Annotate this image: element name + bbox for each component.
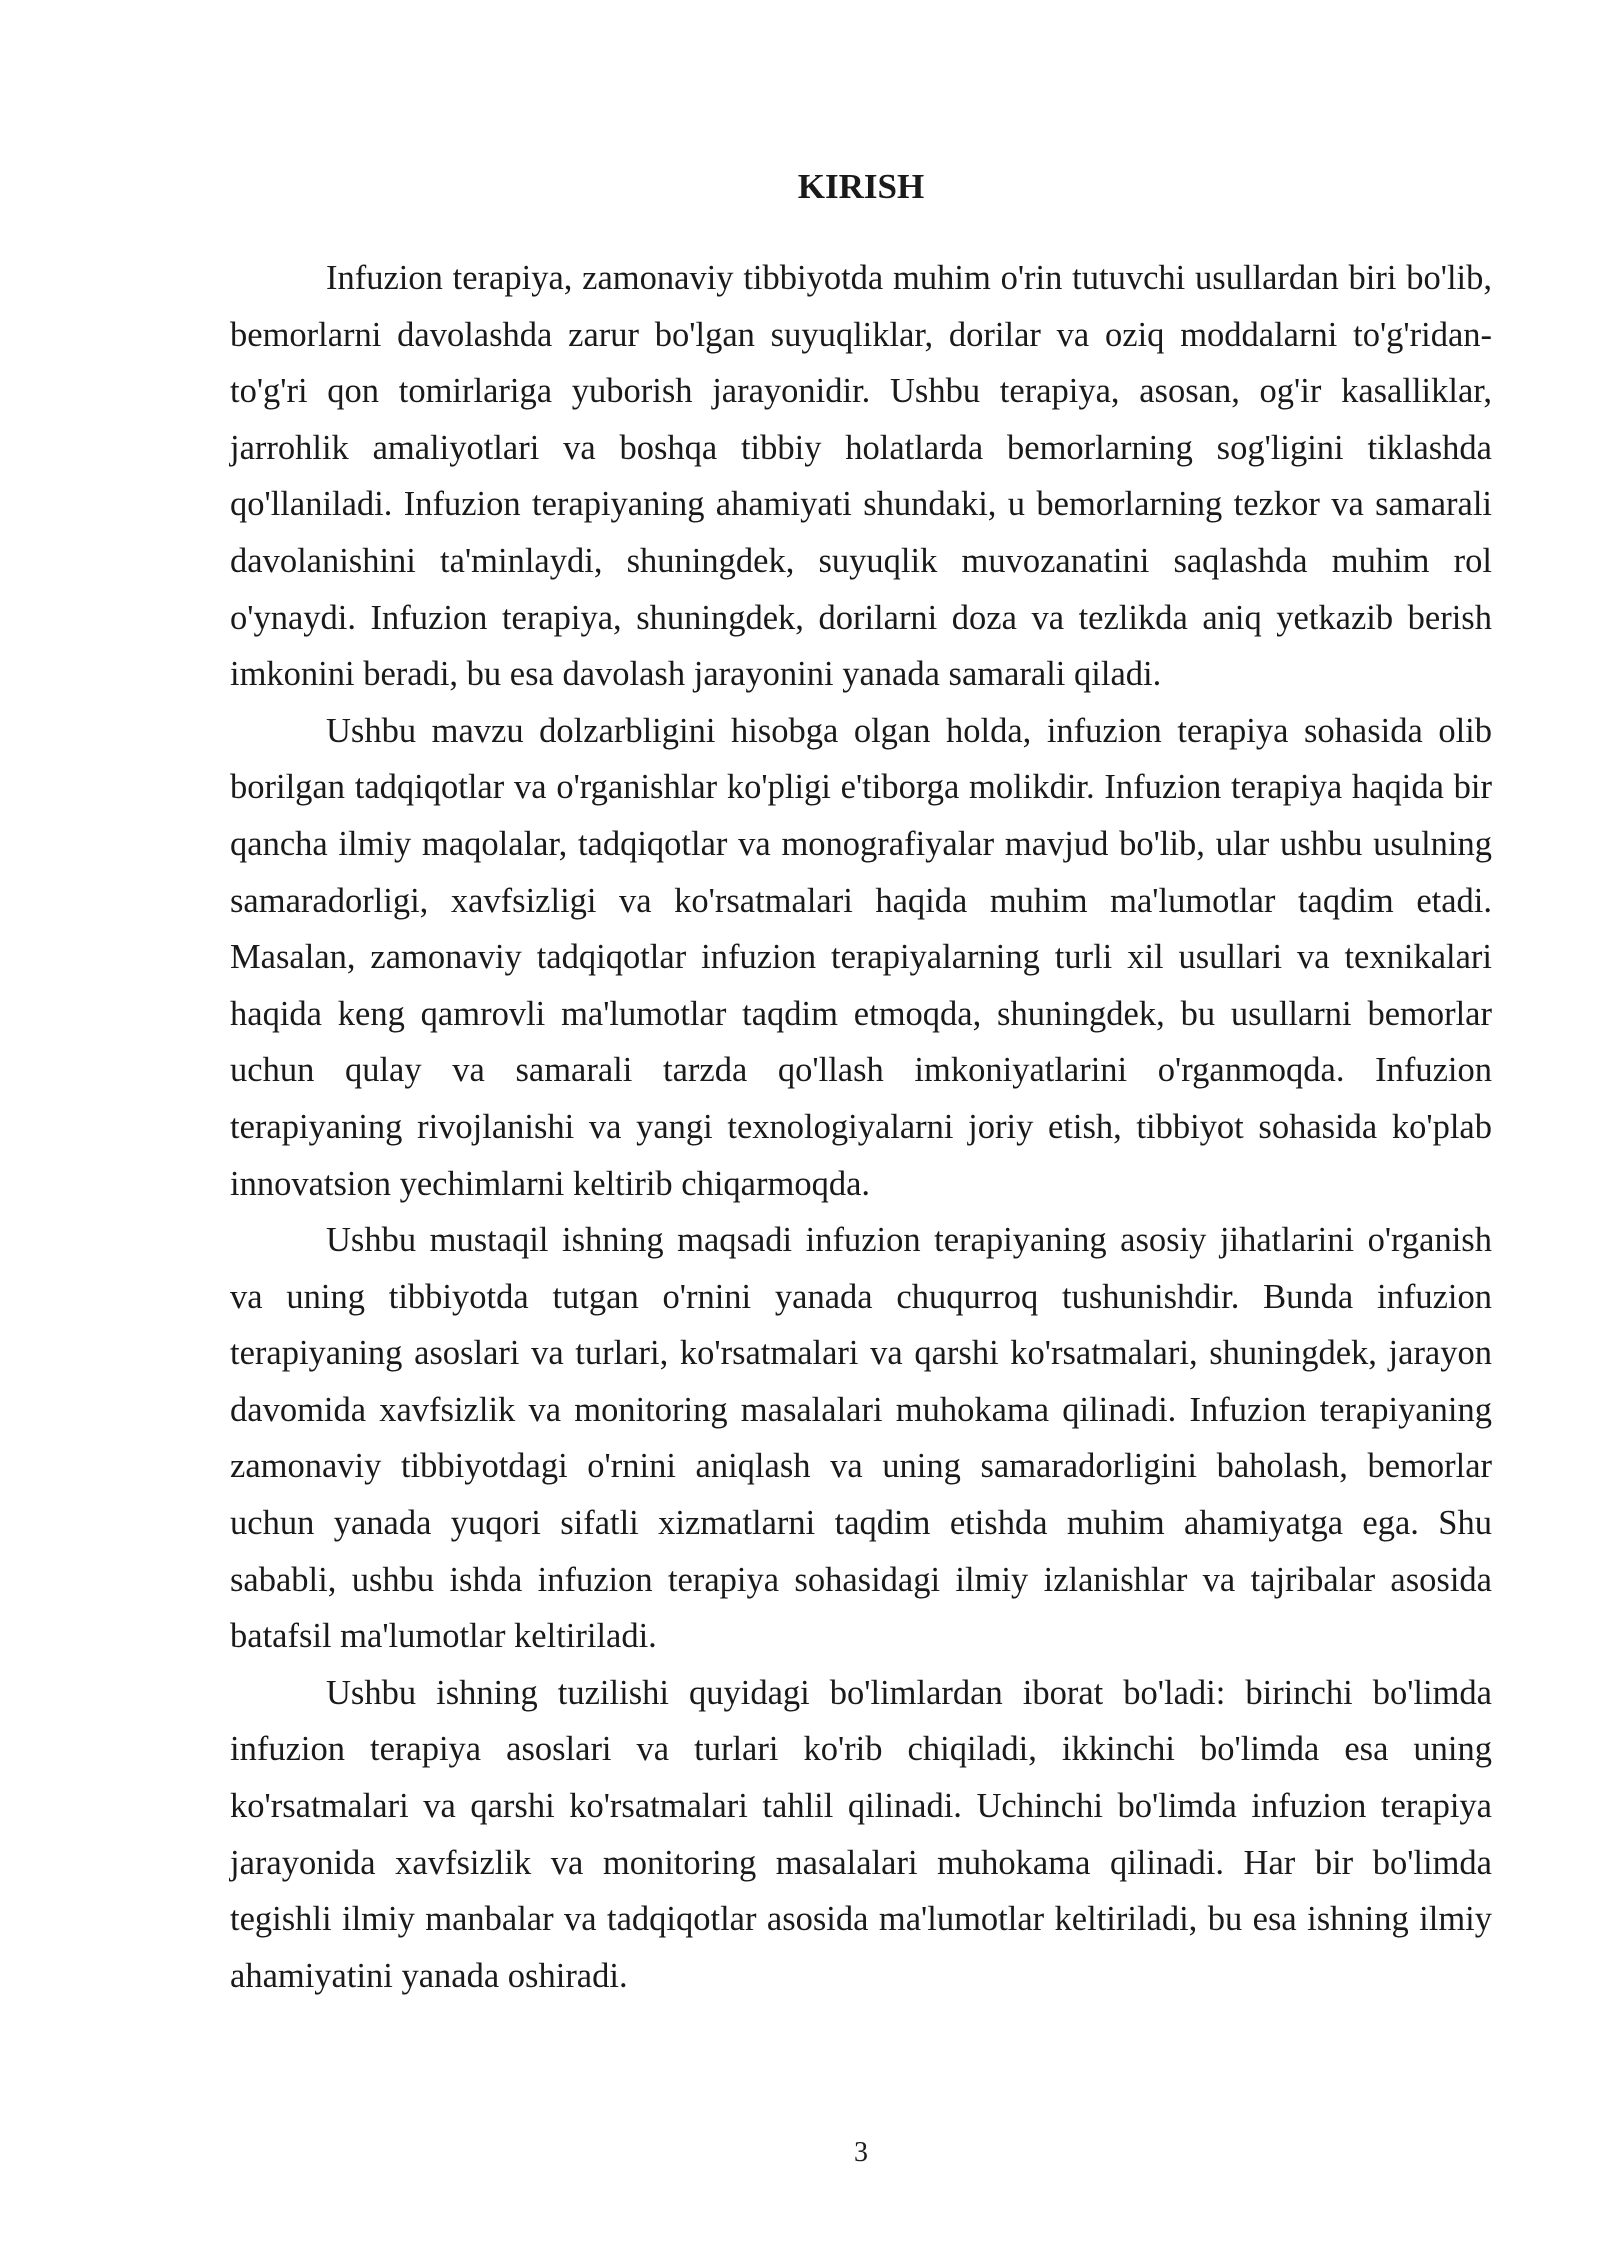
- body-text: [230, 250, 1492, 2004]
- paragraph-3: Ushbu mustaqil ishning maqsadi infuzion terapiyaning asosiy jihatlarini o'rganish va uning tibbiyotda tutgan o'rnini yanada chuqurroq tushunishdir. Bunda infuzion terapiyaning asoslari va turlari, ko'rsatmalari va qarshi ko'rsatmalari, shuningdek, jarayon davomida xavfsizlik va monitoring masalalari muhokama qilinadi. Infuzion terapiyaning zamonaviy tibbiyotdagi o'rnini aniqlash va uning samaradorligini baholash, bemorlar uchun yanada yuqori sifatli xizmatlarni taqdim etishda muhim ahamiyatga ega. Shu sababli, ushbu ishda infuzion terapiya sohasidagi ilmiy izlanishlar va tajribalar asosida batafsil ma'lumotlar keltiriladi.: [230, 1221, 1492, 1656]
- page-number: 3: [854, 2137, 868, 2168]
- paragraph-2: Ushbu mavzu dolzarbligini hisobga olgan holda, infuzion terapiya sohasida olib borilgan tadqiqotlar va o'rganishlar ko'pligi e'tiborga molikdir. Infuzion terapiya haqida bir qancha ilmiy maqolalar, tadqiqotlar va monografiyalar mavjud bo'lib, ular ushbu usulning samaradorligi, xavfsizligi va ko'rsatmalari haqida muhim ma'lumotlar taqdim etadi. Masalan, zamonaviy tadqiqotlar infuzion terapiyalarning turli xil usullari va texnikalari haqida keng qamrovli ma'lumotlar taqdim etmoqda, shuningdek, bu usullarni bemorlar uchun qulay va samarali tarzda qo'llash imkoniyatlarini o'rganmoqda. Infuzion terapiyaning rivojlanishi va yangi texnologiyalarni joriy etish, tibbiyot sohasida ko'plab innovatsion yechimlarni keltirib chiqarmoqda.: [230, 711, 1492, 1203]
- paragraph-4: Ushbu ishning tuzilishi quyidagi bo'limlardan iborat bo'ladi: birinchi bo'limda infuzion terapiya asoslari va turlari ko'rib chiqiladi, ikkinchi bo'limda esa uning ko'rsatmalari va qarshi ko'rsatmalari tahlil qilinadi. Uchinchi bo'limda infuzion terapiya jarayonida xavfsizlik va monitoring masalalari muhokama qilinadi. Har bir bo'limda tegishli ilmiy manbalar va tadqiqotlar asosida ma'lumotlar keltiriladi, bu esa ishning ilmiy ahamiyatini yanada oshiradi.: [230, 1673, 1492, 1995]
- paragraph-1: Infuzion terapiya, zamonaviy tibbiyotda muhim o'rin tutuvchi usullardan biri bo'lib, bemorlarni davolashda zarur bo'lgan suyuqliklar, dorilar va oziq moddalarni to'g'ridan-to'g'ri qon tomirlariga yuborish jarayonidir. Ushbu terapiya, asosan, og'ir kasalliklar, jarrohlik amaliyotlari va boshqa tibbiy holatlarda bemorlarning sog'ligini tiklashda qo'llaniladi. Infuzion terapiyaning ahamiyati shundaki, u bemorlarning tezkor va samarali davolanishini ta'minlaydi, shuningdek, suyuqlik muvozanatini saqlashda muhim rol o'ynaydi. Infuzion terapiya, shuningdek, dorilarni doza va tezlikda aniq yetkazib berish imkonini beradi, bu esa davolash jarayonini yanada samarali qiladi.: [230, 259, 1492, 694]
- page-title: KIRISH: [797, 167, 925, 206]
